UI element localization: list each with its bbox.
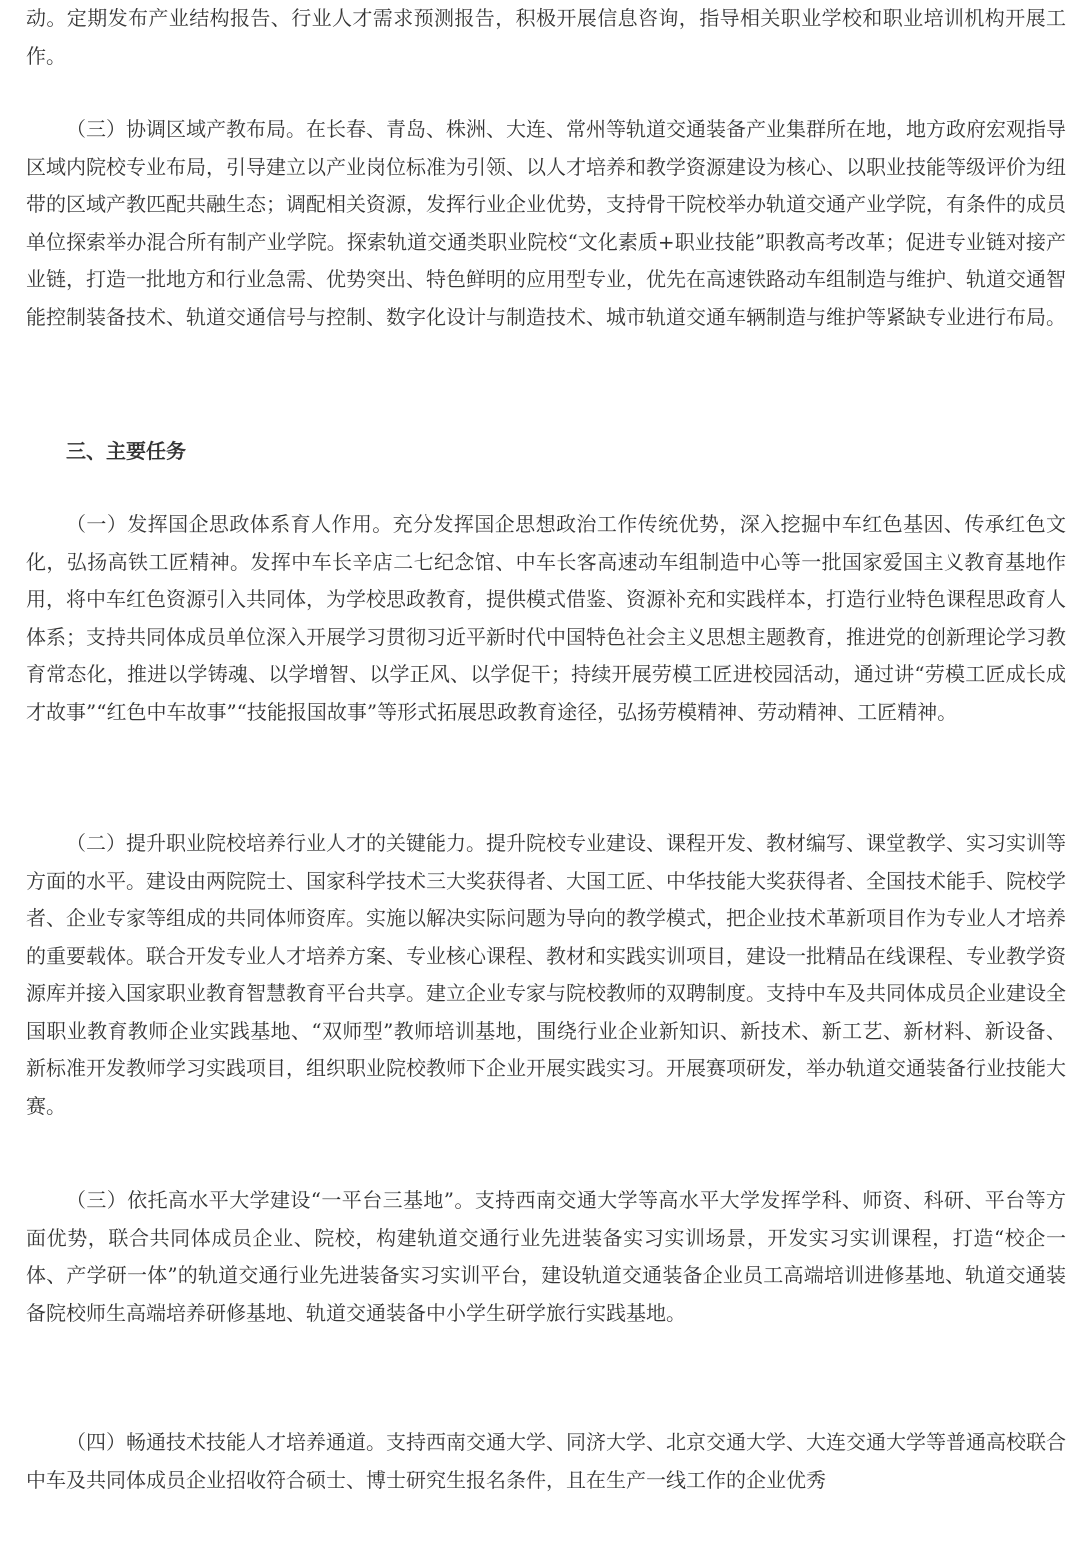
section-heading: 三、主要任务 bbox=[66, 439, 186, 463]
paragraph-task-4: （四）畅通技术技能人才培养通道。支持西南交通大学、同济大学、北京交通大学、大连交通大学等普通高校联合中车及共同体成员企业招收符合硕士、博士研究生报名条件，且在生产一线工作的企业优秀 bbox=[26, 1430, 1066, 1492]
paragraph-task-2: （二）提升职业院校培养行业人才的关键能力。提升院校专业建设、课程开发、教材编写、课堂教学、实习实训等方面的水平。建设由两院院士、国家科学技术三大奖获得者、大国工匠、中华技能大奖获得者、全国技术能手、院校学者、企业专家等组成的共同体师资库。实施以解决实际问题为导向的教学模式，把企业技术革新项目作为专业人才培养的重要载体。联合开发专业人才培养方案、专业核心课程、教材和实践实训项目，建设一批精品在线课程、专业教学资源库并接入国家职业教育智慧教育平台共享。建立企业专家与院校教师的双聘制度。支持中车及共同体成员企业建设全国职业教育教师企业实践基地、“双师型”教师培训基地，围绕行业企业新知识、新技术、新工艺、新材料、新设备、新标准开发教师学习实践项目，组织职业院校教师下企业开展实践实习。开展赛项研发，举办轨道交通装备行业技能大赛。 bbox=[26, 831, 1066, 1118]
paragraph-regional-layout: （三）协调区域产教布局。在长春、青岛、株洲、大连、常州等轨道交通装备产业集群所在地，地方政府宏观指导区域内院校专业布局，引导建立以产业岗位标准为引领、以人才培养和教学资源建设为核心、以职业技能等级评价为纽带的区域产教匹配共融生态；调配相关资源，发挥行业企业优势，支持骨干院校举办轨道交通产业学院，有条件的成员单位探索举办混合所有制产业学院。探索轨道交通类职业院校“文化素质+职业技能”职教高考改革；促进专业链对接产业链，打造一批地方和行业急需、优势突出、特色鲜明的应用型专业，优先在高速铁路动车组制造与维护、轨道交通智能控制装备技术、轨道交通信号与控制、数字化设计与制造技术、城市轨道交通车辆制造与维护等紧缺专业进行布局。 bbox=[26, 117, 1066, 329]
paragraph-task-1: （一）发挥国企思政体系育人作用。充分发挥国企思想政治工作传统优势，深入挖掘中车红色基因、传承红色文化，弘扬高铁工匠精神。发挥中车长辛店二七纪念馆、中车长客高速动车组制造中心等一批国家爱国主义教育基地作用，将中车红色资源引入共同体，为学校思政教育，提供模式借鉴、资源补充和实践样本，打造行业特色课程思政育人体系；支持共同体成员单位深入开展学习贯彻习近平新时代中国特色社会主义思想主题教育，推进党的创新理论学习教育常态化，推进以学铸魂、以学增智、以学正风、以学促干；持续开展劳模工匠进校园活动，通过讲“劳模工匠成长成才故事”“红色中车故事”“技能报国故事”等形式拓展思政教育途径，弘扬劳模精神、劳动精神、工匠精神。 bbox=[26, 512, 1066, 724]
paragraph-continued: 动。定期发布产业结构报告、行业人才需求预测报告，积极开展信息咨询，指导相关职业学校和职业培训机构开展工作。 bbox=[26, 6, 1066, 68]
paragraph-task-3: （三）依托高水平大学建设“一平台三基地”。支持西南交通大学等高水平大学发挥学科、师资、科研、平台等方面优势，联合共同体成员企业、院校，构建轨道交通行业先进装备实习实训场景，开发实习实训课程，打造“校企一体、产学研一体”的轨道交通行业先进装备实习实训平台，建设轨道交通装备企业员工高端培训进修基地、轨道交通装备院校师生高端培养研修基地、轨道交通装备中小学生研学旅行实践基地。 bbox=[26, 1188, 1066, 1325]
